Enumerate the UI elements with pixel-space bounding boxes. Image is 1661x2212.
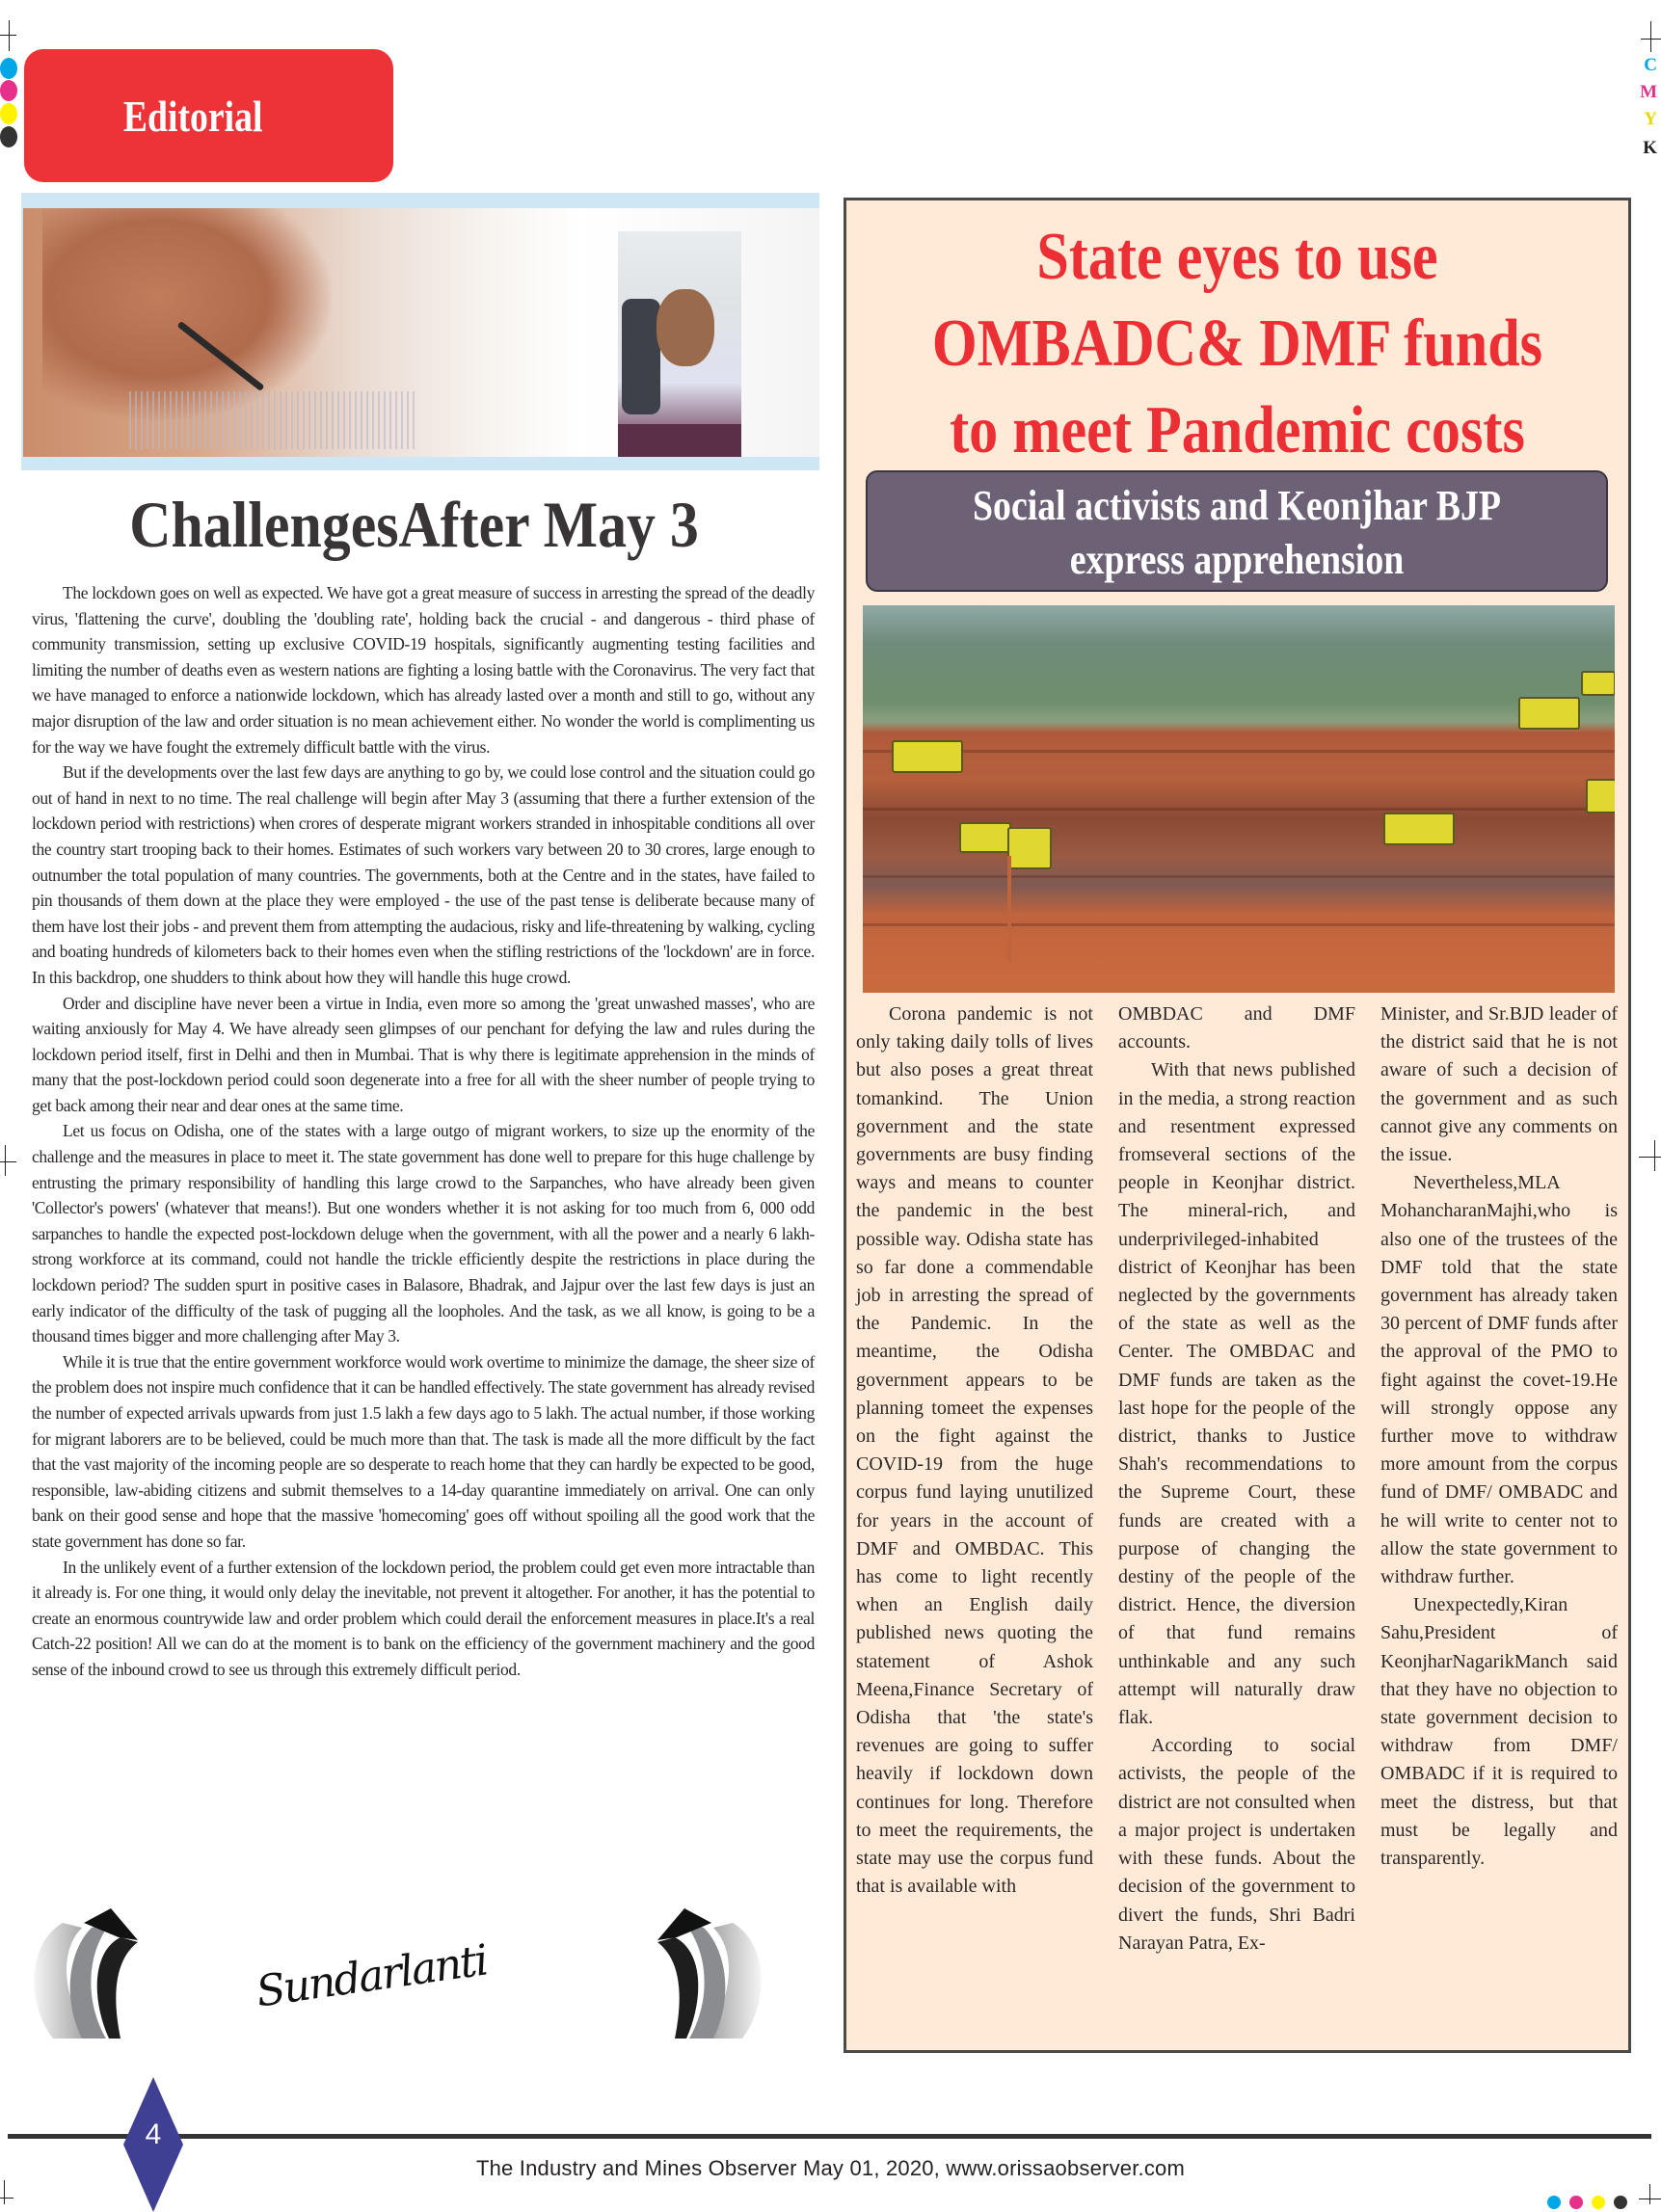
writing-hand-illustration: [23, 208, 819, 457]
editorial-paragraph: While it is true that the entire government workforce would work overtime to minimize the damage, the sheer size of the problem does not inspire much confidence that it can be handled effectively. The state government has already revised the number of expected arrivals upwards from just 1.5 lakh a few days ago to 5 lakh. The actual number, if those working for migrant laborers are to be believed, could be much more than that. The task is made all the more difficult by the fact that the vast majority of the incoming people are so desperate to reach home that they can hardly be expected to be good, responsible, law-abiding citizens and submit themselves to a 14-day quarantine immediately on arrival. One can only bank on their good sense and hope that the massive 'homecoming' goes off without spoiling all the good work that the state government has done so far.: [32, 1351, 815, 1551]
editor-signature: Sundarlanti: [253, 1935, 491, 2017]
story-column-3: [1380, 1000, 1618, 1958]
editorial-paragraph: But if the developments over the last few days are anything to go by, we could lose control and the situation could go out of hand in next to no time. The real challenge will begin after May 3 (assuming that there a further extension of the lockdown period with restrictions) when crores of desperate migrant workers stranded in inhospitable conditions all over the country start trooping back to their homes. Estimates of such workers vary between 20 to 30 crores, large enough to outnumber the total population of many countries. The governments, both at the Centre and in the states, have failed to pin thousands of them down at the place they were employed - the use of the past tense is deliberate because many of them have lost their jobs - and prevent them from attempting the audacious, risky and life-threatening by walking, cycling and boating hundreds of kilometers back to their homes even when the stifling restrictions of the 'lockdown' are in force. In this backdrop, one shudders to think about how they will handle this huge crowd.: [32, 762, 815, 987]
cmyk-letter-c: C: [1644, 55, 1657, 75]
yellow-registration-dot: [0, 103, 17, 124]
magenta-registration-dot: [0, 80, 17, 101]
story-paragraph: With that news published in the media, a strong reaction and resentment expressed fromseveral sections of the people in Keonjhar district. The mineral-rich, and underprivileged-inhabited district of Keonjhar has been neglected by the governments of the state as well as the Center. The OMBDAC and DMF funds are taken as the last hope for the people of the district, thanks to Justice Shah's recommendations to the Supreme Court, these funds are created with a purpose of changing the destiny of the people of the district. Hence, the diversion of that fund remains unthinkable and any such attempt will naturally draw flak.: [1118, 1059, 1355, 1729]
black-registration-dot: [0, 126, 17, 147]
page-number: 4: [145, 2119, 162, 2150]
story-paragraph: Nevertheless,MLA MohancharanMajhi,who is also one of the trustees of the DMF told that the state government has already taken 30 percent of DMF funds after the approval of the PMO to fight against the covet-19.He will strongly oppose any further move to withdraw more amount from the corpus fund of DMF/ OMBADC and he will write to center not to allow the state government to withdraw further.: [1380, 1172, 1618, 1588]
story-column-1: [856, 1000, 1093, 1958]
story-paragraph: Corona pandemic is not only taking daily tolls of lives but also poses a great threat tomankind. The Union government and the state governments are busy finding ways and means to counter the pandemic in the best possible way. Odisha state has so far done a commendable job in arresting the spread of the Pandemic. In the meantime, the Odisha government appears to be planning tomeet the expenses on the fight against the COVID-19 from the huge corpus fund laying unutilized for years in the account of DMF and OMBDAC. This has come to light recently when an English daily published news quoting the statement of Ashok Meena,Finance Secretary of Odisha that 'the state's revenues are going to suffer heavily if lockdown down continues for long. Therefore to meet the requirements, the state may use the corpus fund that is available with: [856, 1003, 1093, 1898]
story-headline: State eyes to use OMBADC& DMF funds to meet Pandemic costs: [931, 220, 1543, 467]
news-story-box: [844, 198, 1631, 2053]
cyan-registration-dot: [0, 58, 17, 79]
story-paragraph: Unexpectedly,Kiran Sahu,President of KeonjharNagarikManch said that they have no objection to state government decision to withdraw from DMF/ OMBADC if it is required to meet the distress, but that must be legally and transparently.: [1380, 1594, 1618, 1870]
cmyk-letter-y: Y: [1644, 109, 1657, 129]
editorial-header-image: [21, 193, 819, 470]
editorial-title: ChallengesAfter May 3: [129, 488, 700, 561]
publication-footer: The Industry and Mines Observer May 01, 2020, www.orissaobserver.com: [475, 2156, 1186, 2180]
story-paragraph: According to social activists, the people of the district are not consulted when a major project is undertaken with these funds. About the decision of the government to divert the funds, Shri Badri Narayan Patra, Ex-: [1118, 1735, 1355, 1954]
footer-rule: [8, 2134, 1651, 2139]
story-paragraph: Minister, and Sr.BJD leader of the district said that he is not aware of such a decision of the government and as such cannot give any comments on the issue.: [1380, 1003, 1618, 1166]
story-paragraph: OMBDAC and DMF accounts.: [1118, 1003, 1355, 1053]
story-columns: [856, 1000, 1618, 1958]
left-swoosh-ornament: [24, 1894, 140, 2039]
editorial-paragraph: Order and discipline have never been a virtue in India, even more so among the 'great unwashed masses', who are waiting anxiously for May 4. We have already seen glimpses of our penchant for defying the law and rules during the lockdown period itself, first in Delhi and then in Mumbai. That is why there is legitimate apprehension in the minds of many that the post-lockdown period could soon degenerate into a free for all with the sheer number of people trying to get back among their near and dear ones at the same time.: [32, 993, 815, 1115]
editorial-paragraph: In the unlikely event of a further extension of the lockdown period, the problem could get even more intractable than it already is. For one thing, it would only delay the inevitable, not prevent it altogether. For another, it has the potential to create an enormous countrywide law and order problem which could derail the enforcement measures in place.It's a real Catch-22 position! All we can do at the moment is to bank on the efficiency of the government machinery and the good sense of the inbound crowd to see us through this extremely difficult period.: [32, 1557, 815, 1679]
right-swoosh-ornament: [656, 1894, 771, 2039]
story-subheadline: Social activists and Keonjhar BJP express apprehension: [866, 470, 1608, 592]
cmyk-letter-k: K: [1643, 138, 1657, 158]
editorial-paragraph: The lockdown goes on well as expected. We have got a great measure of success in arresting the spread of the deadly virus, 'flattening the curve', doubling the 'doubling rate', holding back the crucial - and dangerous - third phase of community transmission, setting up exclusive COVID-19 hospitals, significantly augmenting testing facilities and limiting the number of deaths even as western nations are fighting a losing battle with the Coronavirus. The very fact that we have managed to enforce a nationwide lockdown, which has already lasted over a month and still to go, without any major disruption of the law and order situation is no mean achievement either. No wonder the world is complimenting us for the way we have fought the extremely difficult battle with the virus.: [32, 583, 815, 757]
editor-portrait: [618, 231, 741, 457]
editorial-paragraph: Let us focus on Odisha, one of the states with a large outgo of migrant workers, to size up the enormity of the challenge and the measures in place to meet it. The state government has done well to prepare for this huge challenge by entrusting the primary responsibility of handling this large crowd to the Sarpanches, who have already been given 'Collector's powers' (whatever that means!). But one wonders whether it is not asking for too much from 6, 000 odd sarpanches to handle the expected post-lockdown deluge when the government, with all the power and a nearly 6 lakh-strong workforce at its command, could not handle the trickle efficiently despite the restrictions in place during the lockdown period? The sudden spurt in positive cases in Balasore, Bhadrak, and Jajpur over the last few days is just an early indicator of the difficulty of the task of pugging all the loopholes. And the task, as we all know, is going to be a thousand times bigger and more challenging after May 3.: [32, 1121, 815, 1346]
editorial-body: [32, 580, 815, 1683]
cmyk-letter-m: M: [1640, 82, 1657, 102]
open-cast-mine-photo: [863, 605, 1615, 993]
section-badge: [24, 49, 393, 182]
story-column-2: [1118, 1000, 1355, 1958]
section-badge-label: Editorial: [123, 91, 263, 141]
